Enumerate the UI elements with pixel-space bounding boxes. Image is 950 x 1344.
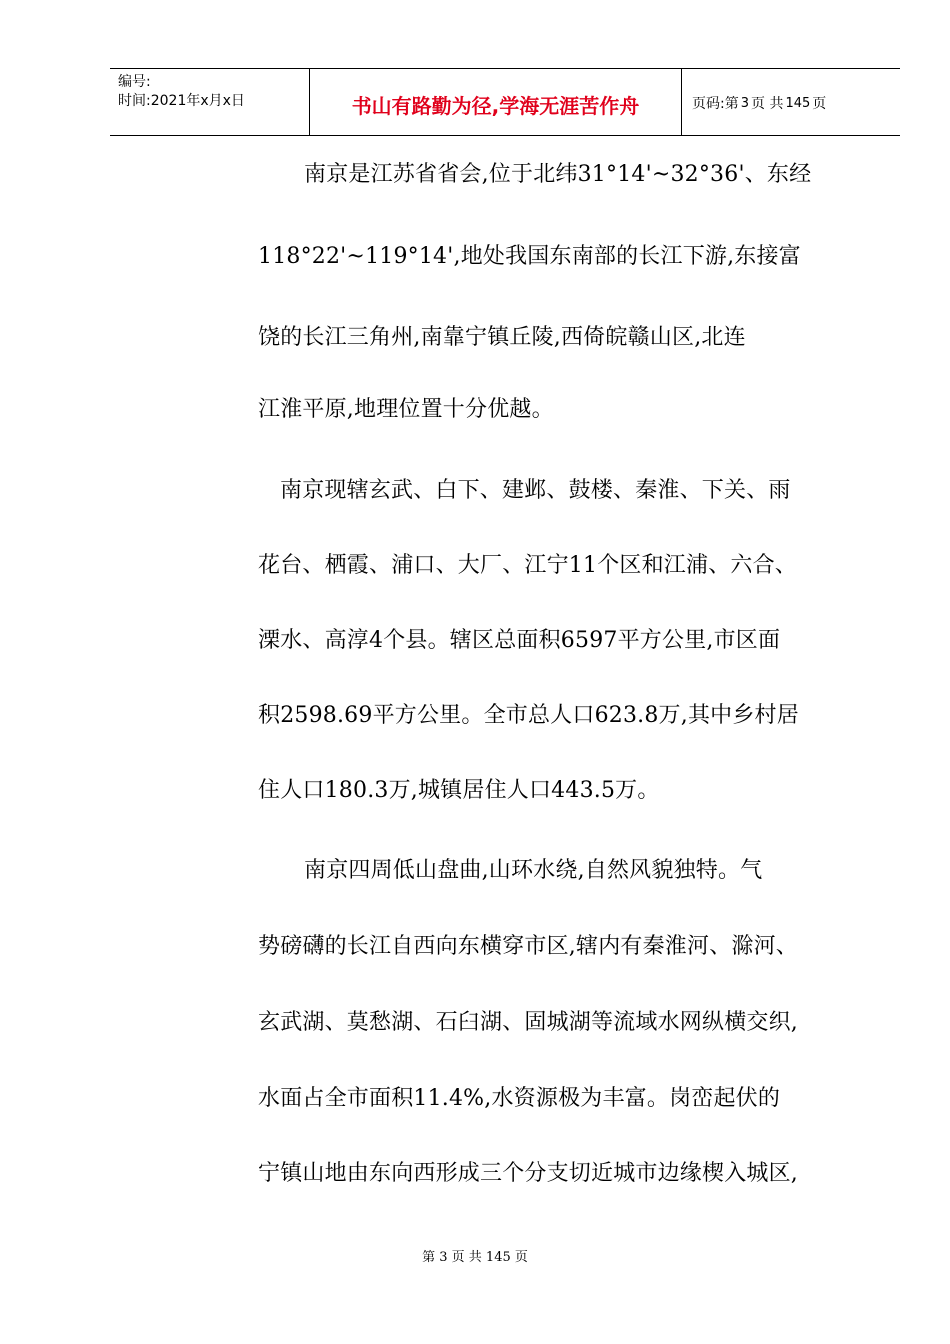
text-line: 饶的长江三角州,南靠宁镇丘陵,西倚皖赣山区,北连 [258,325,746,350]
number-label: 编号: [118,74,151,90]
text-line: 南京四周低山盘曲,山环水绕,自然风貌独特。气 [304,858,763,883]
page-prefix: 页码:第 [692,96,739,112]
text-line: 南京现辖玄武、白下、建邺、鼓楼、秦淮、下关、雨 [280,478,791,503]
page-suffix: 页 [812,96,827,112]
time-label: 时间:2021年x月x日 [118,93,245,109]
text-line: 住人口180.3万,城镇居住人口443.5万。 [258,778,660,803]
page-total: 145 [785,95,811,111]
text-line: 江淮平原,地理位置十分优越。 [258,397,554,422]
page-current: 3 [740,95,749,111]
text-line: 南京是江苏省省会,位于北纬31°14'~32°36'、东经 [304,162,812,187]
text-line: 花台、栖霞、浦口、大厂、江宁11个区和江浦、六合、 [258,553,797,578]
text-line: 势磅礴的长江自西向东横穿市区,辖内有秦淮河、滁河、 [258,934,798,959]
header-motto: 书山有路勤为径,学海无涯苦作舟 [310,69,682,135]
text-line: 溧水、高淳4个县。辖区总面积6597平方公里,市区面 [258,628,781,653]
text-line: 118°22'~119°14',地处我国东南部的长江下游,东接富 [258,244,801,269]
text-line: 水面占全市面积11.4%,水资源极为丰富。岗峦起伏的 [258,1086,781,1111]
header-meta [110,69,310,135]
text-line: 玄武湖、莫愁湖、石臼湖、固城湖等流域水网纵横交织, [258,1010,798,1035]
header-page-info [682,69,900,135]
page-footer: 第 3 页 共 145 页 [422,1250,528,1265]
page-mid: 页 共 [751,96,784,112]
text-line: 积2598.69平方公里。全市总人口623.8万,其中乡村居 [258,703,799,728]
document-header [110,68,900,136]
text-line: 宁镇山地由东向西形成三个分支切近城市边缘楔入城区, [258,1161,798,1186]
